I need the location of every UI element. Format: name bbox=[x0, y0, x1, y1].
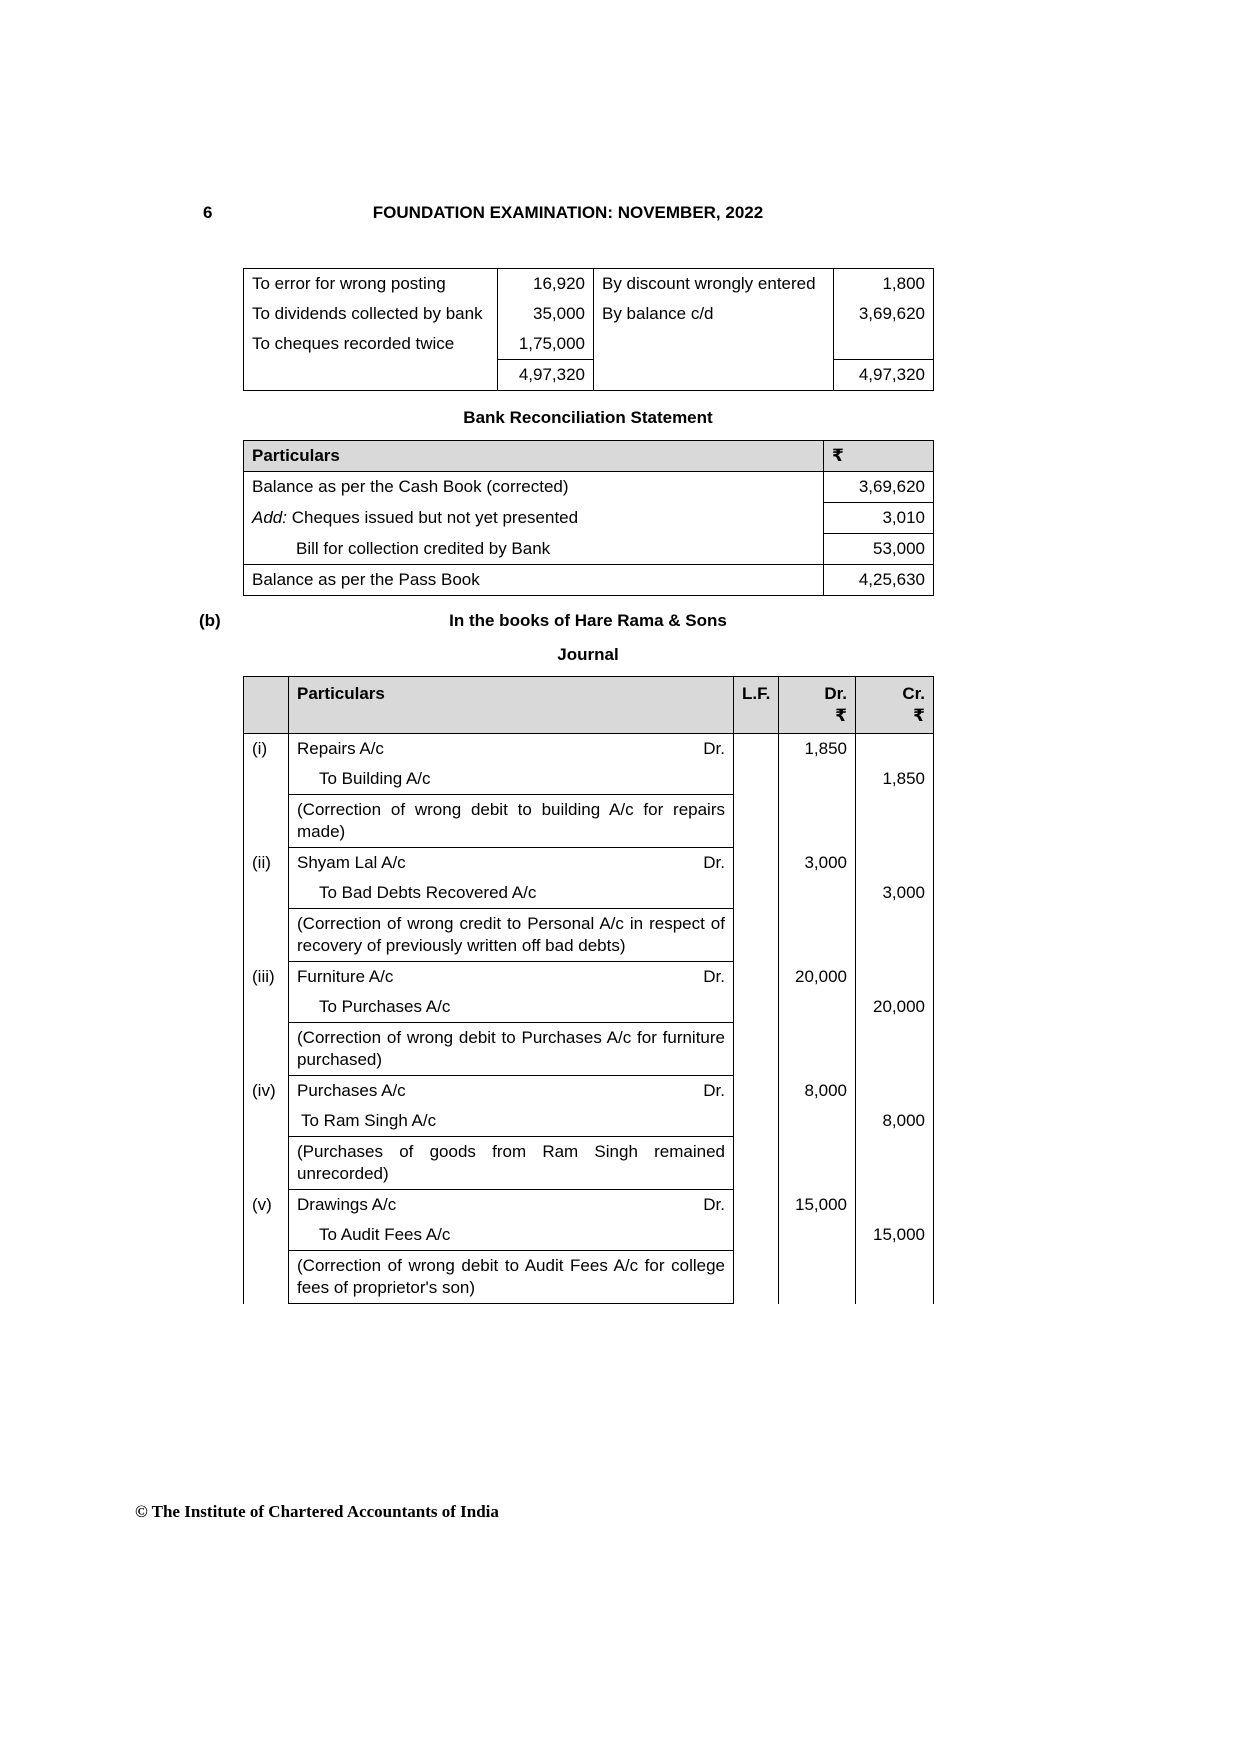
debit-amount-cell: 35,000 bbox=[498, 299, 594, 329]
brs-amount-cell: 53,000 bbox=[824, 534, 934, 565]
cr-amount-cell bbox=[856, 909, 934, 962]
dr-amount-cell bbox=[779, 764, 856, 795]
lf-cell bbox=[734, 909, 779, 962]
lf-cell bbox=[734, 1137, 779, 1190]
credit-particulars-cell: By discount wrongly entered bbox=[594, 269, 834, 300]
debit-amount-cell: 1,75,000 bbox=[498, 329, 594, 360]
section-b-label: (b) bbox=[199, 611, 221, 630]
journal-entry-credit-row bbox=[244, 992, 934, 1023]
brs-particulars-cell bbox=[244, 503, 824, 534]
journal-entry-credit-row bbox=[244, 1106, 934, 1137]
cr-amount-cell bbox=[856, 1251, 934, 1304]
cr-amount-cell: 1,850 bbox=[856, 764, 934, 795]
section-b-title: In the books of Hare Rama & Sons bbox=[449, 611, 727, 630]
exam-title: FOUNDATION EXAMINATION: NOVEMBER, 2022 bbox=[372, 203, 764, 222]
dr-amount-cell: 1,850 bbox=[779, 734, 856, 765]
dr-suffix: Dr. bbox=[703, 1081, 725, 1100]
lf-cell bbox=[734, 795, 779, 848]
journal-header-lf: L.F. bbox=[734, 677, 779, 734]
dr-label: Dr. bbox=[824, 684, 847, 703]
debit-line-cell bbox=[289, 1190, 734, 1221]
journal-entry-narration-row bbox=[244, 1023, 934, 1076]
debit-line-cell bbox=[289, 734, 734, 765]
credit-amount-cell: 3,69,620 bbox=[834, 299, 934, 329]
narration-cell: (Correction of wrong debit to Audit Fees A/c for college fees of proprietor's son) bbox=[289, 1251, 734, 1304]
cr-amount-cell bbox=[856, 795, 934, 848]
cr-amount-cell bbox=[856, 848, 934, 879]
brs-row bbox=[244, 472, 934, 503]
credit-line-cell: To Purchases A/c bbox=[289, 992, 734, 1023]
journal-header-particulars: Particulars bbox=[289, 677, 734, 734]
rupee-symbol: ₹ bbox=[913, 706, 925, 725]
debit-account: Repairs A/c bbox=[297, 739, 384, 758]
empty-cell bbox=[594, 360, 834, 391]
lf-cell bbox=[734, 764, 779, 795]
lf-cell bbox=[734, 962, 779, 993]
lf-cell bbox=[734, 1190, 779, 1221]
page-number: 6 bbox=[203, 203, 213, 222]
lf-cell bbox=[734, 1106, 779, 1137]
debit-particulars-cell: To error for wrong posting bbox=[252, 274, 446, 293]
brs-title: Bank Reconciliation Statement bbox=[463, 408, 713, 427]
credit-line-cell: To Ram Singh A/c bbox=[289, 1106, 734, 1137]
brs-amount-cell: 3,010 bbox=[824, 503, 934, 534]
dr-suffix: Dr. bbox=[703, 739, 725, 758]
entry-index-cell bbox=[244, 795, 289, 848]
brs-table bbox=[243, 440, 934, 596]
journal-entry-narration-row bbox=[244, 909, 934, 962]
journal-header-cr bbox=[856, 677, 934, 734]
journal-table bbox=[243, 676, 934, 1304]
brs-row bbox=[244, 565, 934, 596]
cr-amount-cell bbox=[856, 1137, 934, 1190]
brs-row bbox=[244, 534, 934, 565]
dr-suffix: Dr. bbox=[703, 1195, 725, 1214]
lf-cell bbox=[734, 734, 779, 765]
journal-entry-narration-row bbox=[244, 795, 934, 848]
brs-header-row bbox=[244, 441, 934, 472]
journal-entry-credit-row bbox=[244, 1220, 934, 1251]
entry-index-cell bbox=[244, 1023, 289, 1076]
brs-amount-cell: 3,69,620 bbox=[824, 472, 934, 503]
cash-book-row bbox=[244, 329, 934, 360]
entry-index-cell: (iii) bbox=[252, 966, 275, 986]
journal-entry-debit-row bbox=[244, 1076, 934, 1107]
brs-amount-cell: 4,25,630 bbox=[824, 565, 934, 596]
entry-index-cell bbox=[244, 992, 289, 1023]
journal-header-index bbox=[244, 677, 289, 734]
brs-header-particulars: Particulars bbox=[244, 441, 824, 472]
journal-entry-credit-row bbox=[244, 878, 934, 909]
debit-line-cell bbox=[289, 848, 734, 879]
journal-entry-debit-row bbox=[244, 734, 934, 765]
entry-index-cell bbox=[244, 878, 289, 909]
cash-book-row bbox=[244, 299, 934, 329]
journal-entry-debit-row bbox=[244, 1190, 934, 1221]
entry-index-cell bbox=[244, 909, 289, 962]
cash-book-total-row bbox=[244, 360, 934, 391]
debit-amount-cell: 16,920 bbox=[498, 269, 594, 300]
cr-amount-cell bbox=[856, 734, 934, 765]
dr-amount-cell bbox=[779, 1251, 856, 1304]
debit-account: Shyam Lal A/c bbox=[297, 853, 406, 872]
entry-index-cell bbox=[244, 1251, 289, 1304]
cr-amount-cell bbox=[856, 962, 934, 993]
cr-amount-cell: 15,000 bbox=[856, 1220, 934, 1251]
journal-entry-narration-row bbox=[244, 1251, 934, 1304]
dr-suffix: Dr. bbox=[703, 853, 725, 872]
entry-index-cell: (v) bbox=[252, 1194, 272, 1214]
journal-entry-credit-row bbox=[244, 764, 934, 795]
lf-cell bbox=[734, 1023, 779, 1076]
page-header bbox=[203, 203, 933, 223]
journal-entry-debit-row bbox=[244, 848, 934, 879]
journal-header-dr bbox=[779, 677, 856, 734]
rupee-symbol: ₹ bbox=[835, 706, 847, 725]
dr-amount-cell: 15,000 bbox=[779, 1190, 856, 1221]
cash-book-row bbox=[244, 269, 934, 300]
cr-label: Cr. bbox=[902, 684, 925, 703]
cr-amount-cell bbox=[856, 1076, 934, 1107]
dr-amount-cell bbox=[779, 1023, 856, 1076]
journal-entry-narration-row bbox=[244, 1137, 934, 1190]
credit-line-cell: To Building A/c bbox=[289, 764, 734, 795]
brs-particulars-cell: Balance as per the Pass Book bbox=[252, 570, 480, 589]
cr-amount-cell: 20,000 bbox=[856, 992, 934, 1023]
credit-particulars-cell: By balance c/d bbox=[594, 299, 834, 329]
journal-header-row bbox=[244, 677, 934, 734]
dr-suffix: Dr. bbox=[703, 967, 725, 986]
credit-total-cell: 4,97,320 bbox=[834, 360, 934, 391]
dr-amount-cell bbox=[779, 992, 856, 1023]
add-prefix: Add: bbox=[252, 507, 287, 527]
lf-cell bbox=[734, 1220, 779, 1251]
credit-amount-cell: 1,800 bbox=[834, 269, 934, 300]
narration-cell: (Correction of wrong debit to Purchases A/c for furniture purchased) bbox=[289, 1023, 734, 1076]
dr-amount-cell bbox=[779, 1137, 856, 1190]
cr-amount-cell: 3,000 bbox=[856, 878, 934, 909]
credit-line-cell: To Audit Fees A/c bbox=[289, 1220, 734, 1251]
brs-particulars-text: Cheques issued but not yet presented bbox=[291, 507, 579, 527]
lf-cell bbox=[734, 992, 779, 1023]
narration-cell: (Correction of wrong credit to Personal A/c in respect of recovery of previously written off bad debts) bbox=[289, 909, 734, 962]
debit-particulars-cell: To cheques recorded twice bbox=[252, 334, 455, 353]
cr-amount-cell bbox=[856, 1023, 934, 1076]
dr-amount-cell: 20,000 bbox=[779, 962, 856, 993]
journal-entry-debit-row bbox=[244, 962, 934, 993]
dr-amount-cell bbox=[779, 909, 856, 962]
entry-index-cell: (i) bbox=[252, 739, 268, 758]
brs-row bbox=[244, 503, 934, 534]
narration-cell: (Purchases of goods from Ram Singh remained unrecorded) bbox=[289, 1137, 734, 1190]
footer-copyright: © The Institute of Chartered Accountants of India bbox=[135, 1502, 499, 1521]
debit-particulars-cell: To dividends collected by bank bbox=[252, 304, 483, 323]
brs-header-amount: ₹ bbox=[824, 441, 934, 472]
credit-amount-cell bbox=[834, 329, 934, 360]
debit-line-cell bbox=[289, 962, 734, 993]
dr-amount-cell bbox=[779, 1220, 856, 1251]
entry-index-cell bbox=[244, 1220, 289, 1251]
entry-index-cell: (ii) bbox=[252, 852, 271, 872]
dr-amount-cell: 8,000 bbox=[779, 1076, 856, 1107]
lf-cell bbox=[734, 1076, 779, 1107]
debit-line-cell bbox=[289, 1076, 734, 1107]
dr-amount-cell: 3,000 bbox=[779, 848, 856, 879]
lf-cell bbox=[734, 848, 779, 879]
narration-cell: (Correction of wrong debit to building A/c for repairs made) bbox=[289, 795, 734, 848]
credit-particulars-cell bbox=[594, 329, 834, 360]
cr-amount-cell bbox=[856, 1190, 934, 1221]
debit-account: Furniture A/c bbox=[297, 967, 394, 986]
lf-cell bbox=[734, 1251, 779, 1304]
debit-account: Purchases A/c bbox=[297, 1081, 406, 1100]
empty-cell bbox=[244, 360, 498, 391]
debit-account: Drawings A/c bbox=[297, 1195, 397, 1214]
lf-cell bbox=[734, 878, 779, 909]
entry-index-cell bbox=[244, 1106, 289, 1137]
debit-total-cell: 4,97,320 bbox=[498, 360, 594, 391]
brs-particulars-cell: Balance as per the Cash Book (corrected) bbox=[252, 477, 569, 496]
entry-index-cell bbox=[244, 1137, 289, 1190]
dr-amount-cell bbox=[779, 795, 856, 848]
dr-amount-cell bbox=[779, 1106, 856, 1137]
cash-book-table bbox=[243, 268, 934, 391]
entry-index-cell bbox=[244, 764, 289, 795]
brs-particulars-cell: Bill for collection credited by Bank bbox=[244, 534, 824, 565]
dr-amount-cell bbox=[779, 878, 856, 909]
journal-title: Journal bbox=[557, 645, 619, 664]
credit-line-cell: To Bad Debts Recovered A/c bbox=[289, 878, 734, 909]
entry-index-cell: (iv) bbox=[252, 1080, 276, 1100]
cr-amount-cell: 8,000 bbox=[856, 1106, 934, 1137]
